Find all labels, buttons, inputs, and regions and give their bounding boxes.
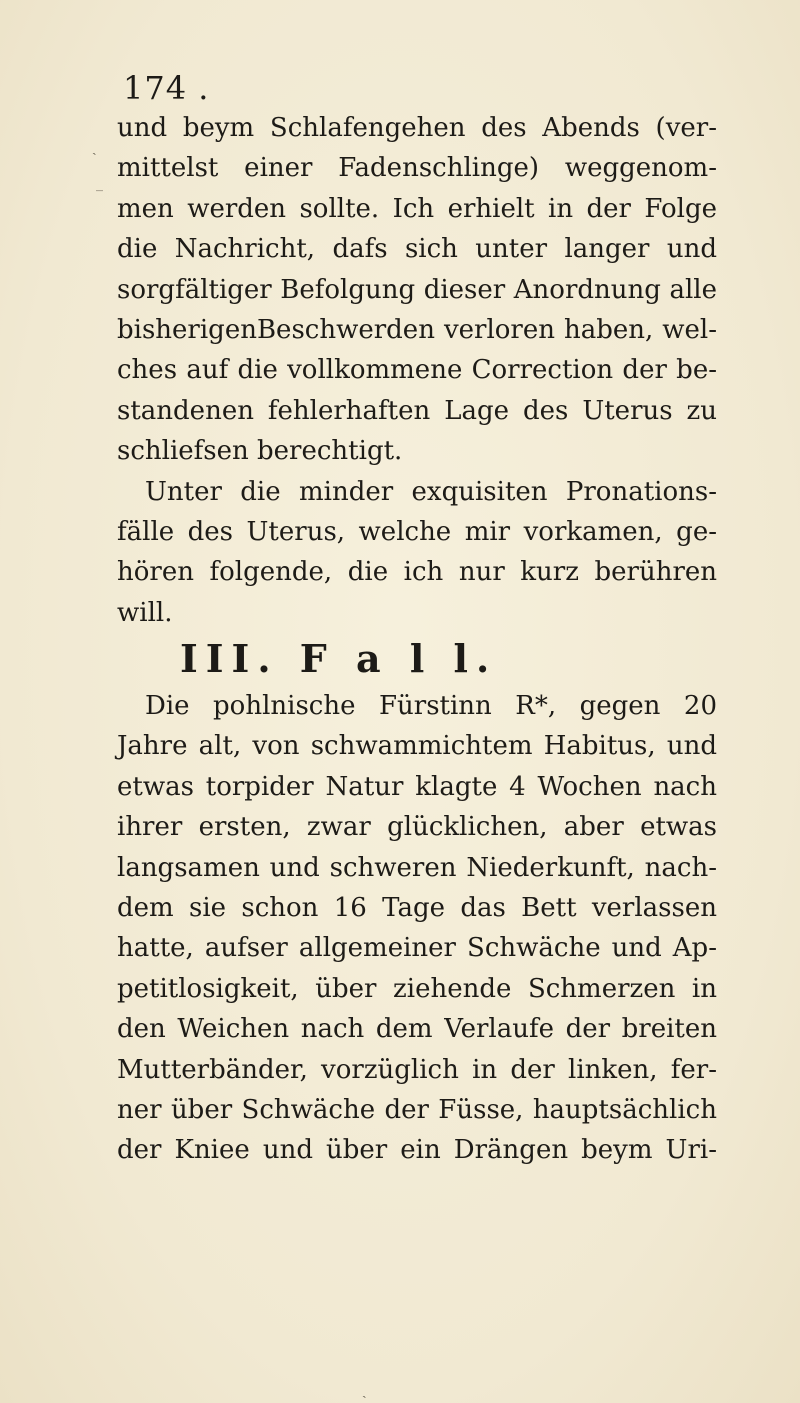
page-number: 174 .	[123, 69, 210, 107]
text-line: schliefsen berechtigt.	[117, 436, 403, 467]
text-line: ches auf die vollkommene Correction der be-	[117, 355, 717, 386]
text-line: langsamen und schweren Niederkunft, nach-	[117, 852, 717, 883]
text-line: und beym Schlafengehen des Abends (ver-	[117, 113, 717, 143]
text-line: standenen fehlerhaften Lage des Uterus zu	[117, 395, 717, 426]
text-line: hören folgende, die ich nur kurz berühren	[117, 557, 717, 588]
text-line: fälle des Uterus, welche mir vorkamen, ge-	[117, 516, 717, 547]
text-line: mittelst einer Fadenschlinge) weggenom-	[117, 153, 717, 184]
text-line: dem sie schon 16 Tage das Bett verlassen	[117, 892, 717, 923]
section-heading: III. F a l l.	[180, 636, 498, 681]
margin-mark: ˏ	[92, 140, 97, 156]
text-line: sorgfältiger Befolgung dieser Anordnung alle	[117, 274, 717, 305]
text-line: petitlosigkeit, über ziehende Schmerzen in	[117, 973, 717, 1004]
text-block-lower	[117, 686, 717, 1171]
text-line: men werden sollte. Ich erhielt in der Folge	[117, 193, 717, 224]
text-line: Die pohlnische Fürstinn R*, gegen 20	[145, 691, 717, 721]
text-line: bisherigenBeschwerden verloren haben, wel-	[117, 314, 717, 345]
text-line: der Kniee und über ein Drängen beym Uri-	[117, 1135, 717, 1166]
text-line: die Nachricht, dafs sich unter langer und	[117, 234, 717, 265]
text-line: etwas torpider Natur klagte 4 Wochen nach	[117, 771, 717, 802]
text-line: Unter die minder exquisiten Pronations-	[145, 476, 717, 507]
text-line: den Weichen nach dem Verlaufe der breiten	[117, 1014, 717, 1045]
margin-mark: ˎ	[362, 1383, 367, 1399]
text-line: ihrer ersten, zwar glücklichen, aber etwas	[117, 812, 717, 843]
text-line: ner über Schwäche der Füsse, hauptsächlich	[117, 1094, 717, 1125]
text-line: will.	[117, 597, 173, 628]
margin-mark: _	[96, 176, 103, 192]
text-block-upper	[117, 108, 717, 633]
text-line: hatte, aufser allgemeiner Schwäche und Ap-	[117, 933, 717, 964]
text-line: Mutterbänder, vorzüglich in der linken, fer-	[117, 1054, 717, 1085]
text-line: Jahre alt, von schwammichtem Habitus, und	[117, 731, 717, 762]
